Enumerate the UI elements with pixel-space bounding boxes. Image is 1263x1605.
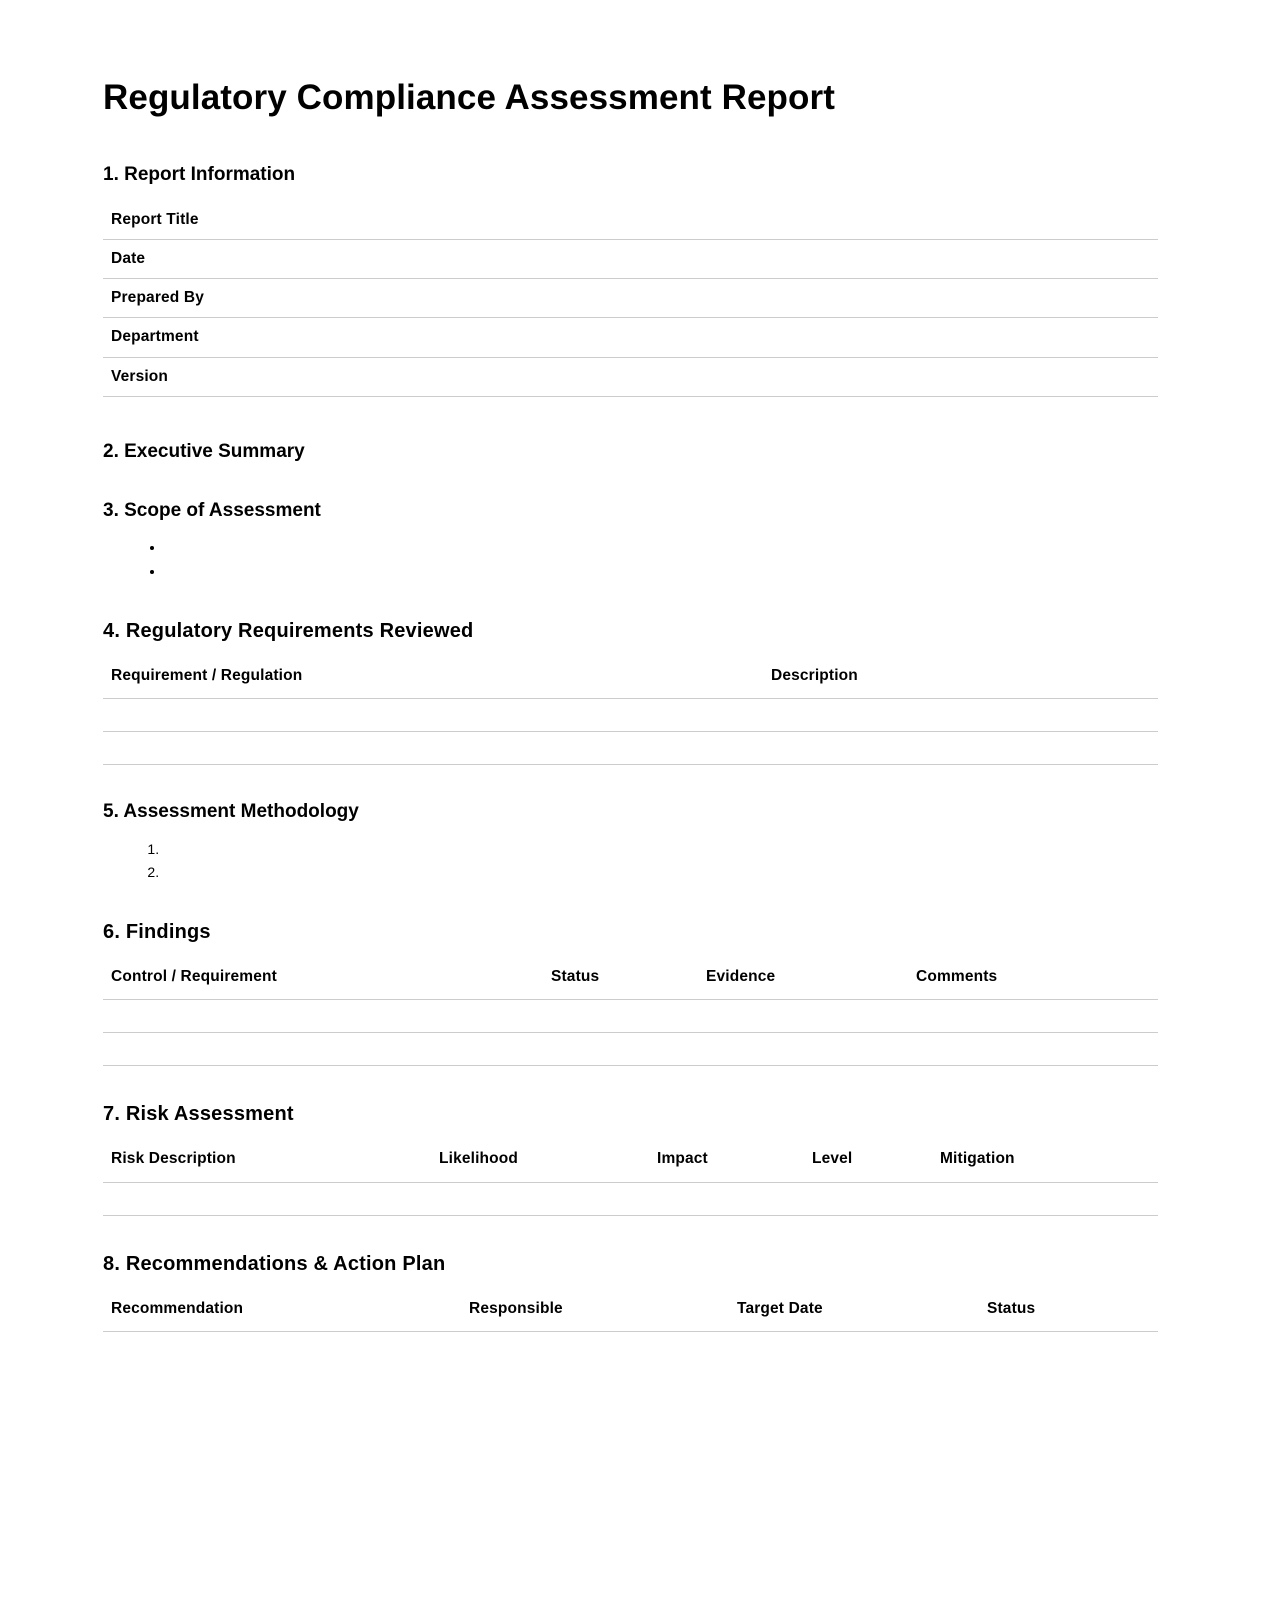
column-header-mitigation: Mitigation xyxy=(932,1140,1158,1182)
list-item[interactable] xyxy=(163,838,1158,861)
list-item[interactable] xyxy=(163,861,1158,884)
cell-comments[interactable] xyxy=(908,1000,1158,1033)
methodology-ordered-list xyxy=(103,838,1158,885)
column-header-responsible: Responsible xyxy=(461,1290,729,1332)
column-header-recommendation: Recommendation xyxy=(103,1290,461,1332)
cell-comments[interactable] xyxy=(908,1033,1158,1066)
section-heading-6: 6. Findings xyxy=(103,921,211,944)
section-regulatory-requirements-reviewed xyxy=(103,619,1158,765)
column-header-status: Status xyxy=(979,1290,1158,1332)
section-heading-8: 8. Recommendations & Action Plan xyxy=(103,1252,446,1275)
table-row xyxy=(103,201,1158,240)
info-value-report-title[interactable] xyxy=(411,201,1158,240)
spacer xyxy=(103,1066,1158,1102)
table-row xyxy=(103,357,1158,396)
column-header-likelihood: Likelihood xyxy=(431,1140,649,1182)
cell-control-requirement[interactable] xyxy=(103,1000,543,1033)
cell-impact[interactable] xyxy=(649,1182,804,1215)
cell-status[interactable] xyxy=(543,1000,698,1033)
findings-table xyxy=(103,958,1158,1066)
section-heading-4: 4. Regulatory Requirements Reviewed xyxy=(103,619,474,642)
section-recommendations-action-plan xyxy=(103,1252,1158,1332)
cell-requirement-regulation[interactable] xyxy=(103,698,763,731)
spacer xyxy=(103,478,1158,500)
table-row xyxy=(103,240,1158,279)
cell-description[interactable] xyxy=(763,698,1158,731)
info-label-department: Department xyxy=(103,318,411,357)
section-heading-2: 2. Executive Summary xyxy=(103,440,305,462)
column-header-evidence: Evidence xyxy=(698,958,908,1000)
scope-bullet-list xyxy=(103,536,1158,583)
section-risk-assessment xyxy=(103,1102,1158,1215)
column-header-level: Level xyxy=(804,1140,932,1182)
column-header-status: Status xyxy=(543,958,698,1000)
info-label-report-title: Report Title xyxy=(103,201,411,240)
table-header-row xyxy=(103,1290,1158,1332)
table-header-row xyxy=(103,1140,1158,1182)
info-value-date[interactable] xyxy=(411,240,1158,279)
table-row xyxy=(103,1033,1158,1066)
cell-mitigation[interactable] xyxy=(932,1182,1158,1215)
table-row xyxy=(103,1000,1158,1033)
column-header-requirement-regulation: Requirement / Regulation xyxy=(103,657,763,699)
info-label-date: Date xyxy=(103,240,411,279)
info-value-department[interactable] xyxy=(411,318,1158,357)
info-value-version[interactable] xyxy=(411,357,1158,396)
cell-control-requirement[interactable] xyxy=(103,1033,543,1066)
risk-assessment-table xyxy=(103,1140,1158,1215)
cell-requirement-regulation[interactable] xyxy=(103,731,763,764)
list-item[interactable] xyxy=(165,536,1158,559)
list-item[interactable] xyxy=(165,560,1158,583)
cell-evidence[interactable] xyxy=(698,1033,908,1066)
section-findings xyxy=(103,920,1158,1066)
table-header-row xyxy=(103,657,1158,699)
spacer xyxy=(103,765,1158,801)
section-heading-7: 7. Risk Assessment xyxy=(103,1103,294,1126)
table-row xyxy=(103,698,1158,731)
column-header-description: Description xyxy=(763,657,1158,699)
regulatory-requirements-table xyxy=(103,657,1158,765)
column-header-control-requirement: Control / Requirement xyxy=(103,958,543,1000)
spacer xyxy=(103,884,1158,920)
spacer xyxy=(103,397,1158,441)
info-label-version: Version xyxy=(103,357,411,396)
column-header-target-date: Target Date xyxy=(729,1290,979,1332)
table-row xyxy=(103,318,1158,357)
page-title: Regulatory Compliance Assessment Report xyxy=(103,78,835,117)
cell-evidence[interactable] xyxy=(698,1000,908,1033)
cell-risk-description[interactable] xyxy=(103,1182,431,1215)
column-header-impact: Impact xyxy=(649,1140,804,1182)
table-row xyxy=(103,731,1158,764)
column-header-risk-description: Risk Description xyxy=(103,1140,431,1182)
info-label-prepared-by: Prepared By xyxy=(103,279,411,318)
cell-level[interactable] xyxy=(804,1182,932,1215)
cell-description[interactable] xyxy=(763,731,1158,764)
section-heading-1: 1. Report Information xyxy=(103,164,296,186)
table-row xyxy=(103,279,1158,318)
section-scope-of-assessment xyxy=(103,500,1158,583)
column-header-comments: Comments xyxy=(908,958,1158,1000)
section-heading-5: 5. Assessment Methodology xyxy=(103,800,359,822)
info-value-prepared-by[interactable] xyxy=(411,279,1158,318)
table-header-row xyxy=(103,958,1158,1000)
section-report-information xyxy=(103,164,1158,397)
table-row xyxy=(103,1182,1158,1215)
recommendations-table xyxy=(103,1290,1158,1332)
section-assessment-methodology xyxy=(103,801,1158,884)
spacer xyxy=(103,1216,1158,1252)
spacer xyxy=(103,583,1158,619)
cell-likelihood[interactable] xyxy=(431,1182,649,1215)
section-executive-summary xyxy=(103,441,1158,464)
report-information-table xyxy=(103,201,1158,397)
section-heading-3: 3. Scope of Assessment xyxy=(103,499,321,521)
cell-status[interactable] xyxy=(543,1033,698,1066)
